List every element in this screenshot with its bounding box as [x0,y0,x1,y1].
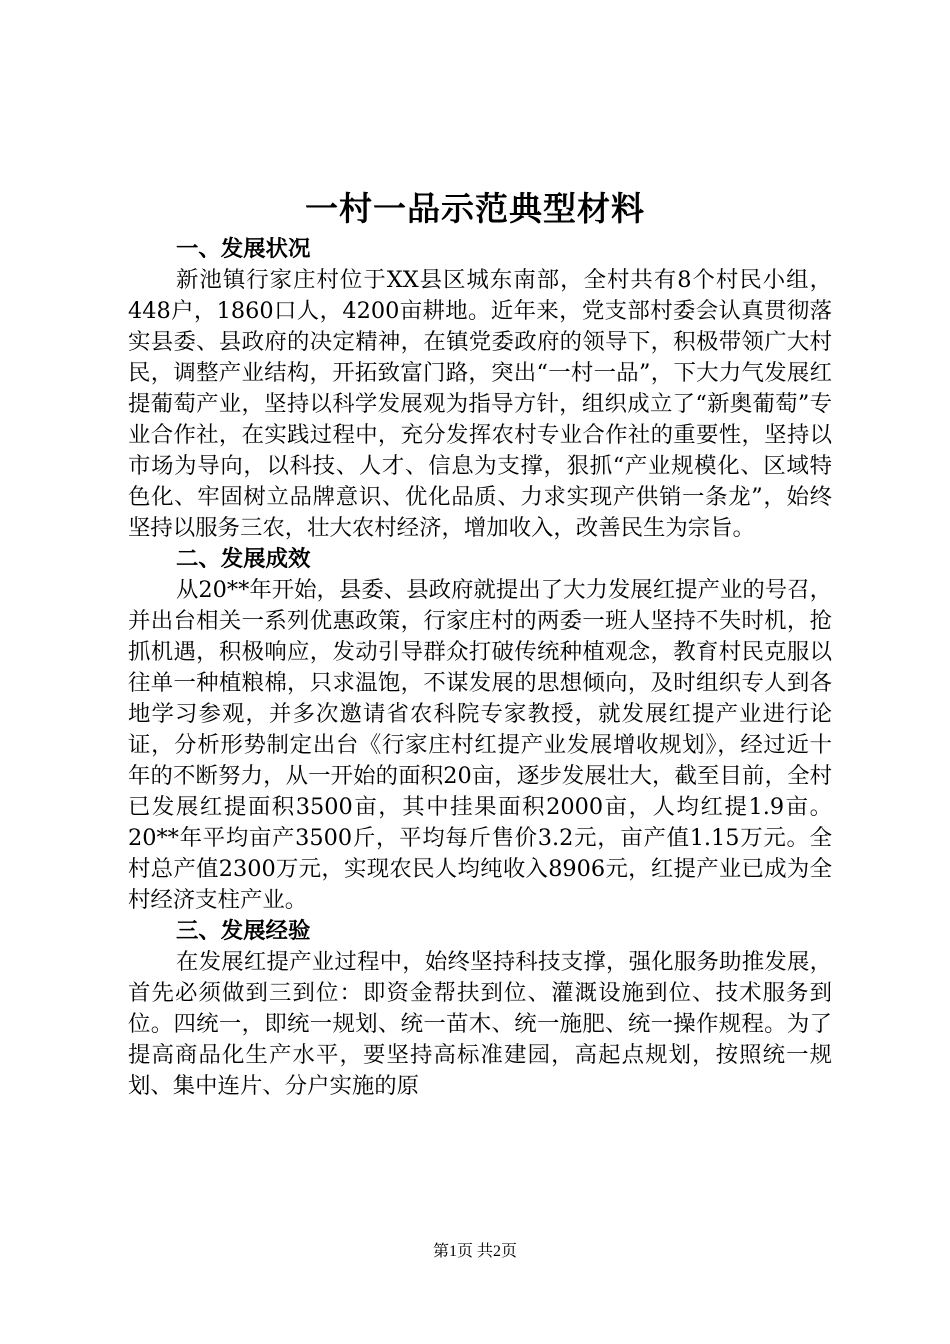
section-development-results [128,544,832,916]
section-heading: 三、发展经验 [176,918,311,944]
section-heading: 二、发展成效 [176,546,311,572]
section-paragraph: 新池镇行家庄村位于XX县区城东南部，全村共有8个村民小组，448户，1860口人，4200亩耕地。近年来，党支部村委会认真贯彻落实县委、县政府的决定精神，在镇党委政府的领导下，积极带领广大村民，调整产业结构，开拓致富门路，突出“一村一品”，下大力气发展红提葡萄产业，坚持以科学发展观为指导方针，组织成立了“新奥葡萄”专业合作社，在实践过程中，充分发挥农村专业合作社的重要性，坚持以市场为导向，以科技、人才、信息为支撑，狠抓“产业规模化、区域特色化、牢固树立品牌意识、优化品质、力求实现产供销一条龙”，始终坚持以服务三农，壮大农村经济，增加收入，改善民生为宗旨。 [128,267,832,541]
document-title: 一村一品示范典型材料 [305,189,645,228]
section-heading: 一、发展状况 [176,236,311,262]
section-development-experience [128,916,832,1102]
document-body [128,234,832,1102]
section-paragraph: 在发展红提产业过程中，始终坚持科技支撑，强化服务助推发展，首先必须做到三到位：即资金帮扶到位、灌溉设施到位、技术服务到位。四统一，即统一规划、统一苗木、统一施肥、统一操作规程。为了提高商品化生产水平，要坚持高标准建园，高起点规划，按照统一规划、集中连片、分户实施的原 [128,949,832,1099]
page-number-footer: 第1页 共2页 [432,1243,517,1260]
section-development-status [128,234,832,544]
section-paragraph: 从20**年开始，县委、县政府就提出了大力发展红提产业的号召，并出台相关一系列优惠政策，行家庄村的两委一班人坚持不失时机，抢抓机遇，积极响应，发动引导群众打破传统种植观念，教育村民克服以往单一种植粮棉，只求温饱，不谋发展的思想倾向，及时组织专人到各地学习参观，并多次邀请省农科院专家教授，就发展红提产业进行论证，分析形势制定出台《行家庄村红提产业发展增收规划》，经过近十年的不断努力，从一开始的面积20亩，逐步发展壮大，截至目前，全村已发展红提面积3500亩，其中挂果面积2000亩，人均红提1.9亩。20**年平均亩产3500斤，平均每斤售价3.2元，亩产值1.15万元。全村总产值2300万元，实现农民人均纯收入8906元，红提产业已成为全村经济支柱产业。 [128,577,832,913]
